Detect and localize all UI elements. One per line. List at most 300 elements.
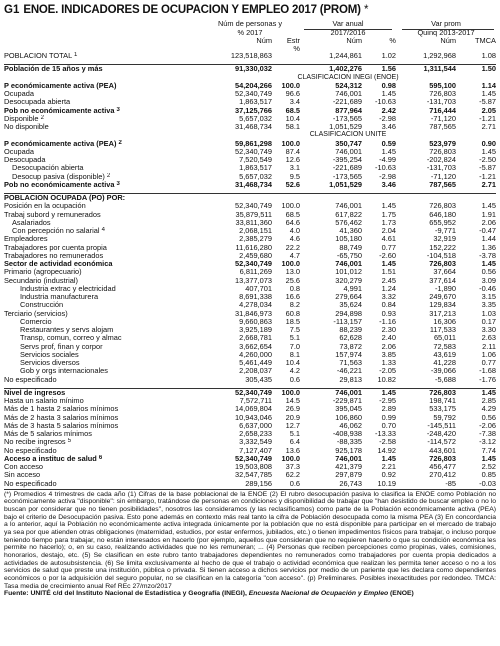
table-row [4, 115, 496, 123]
header-group-var-prom-sub: Quinq 2013-2017 [417, 27, 475, 37]
cell-value: 421,379 [335, 463, 362, 471]
cell-value: 3.09 [481, 276, 496, 285]
cell-value: 746,001 [335, 454, 362, 463]
section-header: CLASIFICACION INEGI (ENOE) [297, 73, 399, 81]
cell-value: 320,279 [335, 276, 362, 285]
cell-value: 12.7 [285, 421, 300, 430]
header-num-var-anual: Núm [346, 36, 362, 46]
row-label [4, 301, 200, 309]
header-estr: Estr [286, 36, 300, 46]
header-group-var-prom: Var prom [431, 19, 461, 28]
row-label [4, 438, 200, 446]
cell-value: -1.68 [479, 367, 496, 376]
row-label-text: Primario (agropecuario) [4, 268, 82, 277]
cell-value: 7,127,407 [239, 446, 272, 455]
cell-value: 62.2 [285, 471, 300, 480]
cell-value: 35,624 [339, 301, 362, 310]
title-text: ENOE. INDICADORES DE OCUPACION Y EMPLEO 2017 (PROM) [23, 4, 361, 16]
header-group-2017: Núm de personas y [217, 19, 283, 28]
cell-value: 726,803 [396, 388, 456, 397]
cell-value: 289,156 [245, 479, 272, 488]
cell-value: 26.9 [285, 405, 300, 414]
source-text: UNITÉ c/d del Instituto Nacional de Estadística y Geografía (INEGI), [30, 590, 247, 598]
cell-value: -13.33 [375, 430, 396, 438]
cell-value: 88,749 [339, 243, 362, 252]
row-label-text: Asalariados [12, 218, 51, 227]
row-label-text: Ocupada [4, 147, 34, 156]
row-label [4, 367, 200, 375]
cell-value: 32,919 [433, 235, 456, 244]
cell-value: 1.50 [456, 65, 496, 74]
row-label [4, 430, 200, 438]
cell-value: 595,100 [429, 81, 456, 90]
cell-value: 317,213 [429, 309, 456, 318]
table-row [4, 455, 496, 463]
cell-value: -104,518 [426, 251, 456, 260]
table-row [4, 285, 496, 293]
row-label-text: No especificado [4, 375, 57, 384]
table-header [4, 20, 496, 52]
cell-value: 270,412 [429, 471, 456, 480]
cell-value: 0.77 [381, 243, 396, 252]
cell-value: 1,402,276 [300, 65, 362, 74]
cell-value: 279,664 [335, 293, 362, 301]
cell-value: 377,614 [429, 276, 456, 285]
indicators-table [4, 52, 496, 488]
cell-value: -2.98 [379, 114, 396, 123]
table-row [4, 65, 496, 74]
cell-value: 65,011 [433, 334, 456, 343]
row-label [4, 343, 200, 351]
cell-value: 1.45 [481, 202, 496, 211]
row-label-text: Más de 5 salarios mínimos [4, 430, 92, 438]
row-label [4, 260, 200, 268]
row-label [4, 318, 200, 326]
cell-value: -1.21 [479, 172, 496, 181]
cell-value: 877,964 [335, 106, 362, 115]
cell-value: -10.63 [375, 164, 396, 173]
cell-value: 100.0 [281, 454, 300, 463]
cell-value: -0.47 [479, 227, 496, 235]
cell-value: -2.06 [479, 421, 496, 430]
header-num-var-prom: Núm [440, 36, 456, 46]
row-label-text: Servs prof, finan y corpor [20, 342, 103, 351]
row-label [4, 98, 200, 106]
table-row [4, 414, 496, 422]
table-row [4, 260, 496, 268]
cell-value: 100.0 [281, 202, 300, 211]
cell-value: 1.33 [381, 359, 396, 367]
cell-value: -395,254 [332, 156, 362, 164]
cell-value: 2.40 [381, 334, 396, 343]
cell-value: 0.6 [289, 479, 300, 488]
cell-value: 523,979 [429, 139, 456, 148]
cell-value: 10,943,046 [235, 413, 272, 422]
row-label-text: Disponible [4, 114, 39, 123]
cell-value: 746,001 [300, 388, 362, 397]
cell-value: -1.21 [479, 114, 496, 123]
cell-value: 1.56 [362, 65, 396, 74]
cell-value: 350,747 [335, 139, 362, 148]
cell-value: 8.2 [289, 301, 300, 310]
row-label [4, 285, 200, 293]
row-label-text: Ocupada [4, 90, 34, 98]
document-page [4, 3, 496, 598]
table-row [4, 252, 496, 260]
row-label [4, 334, 200, 342]
row-label-text: Con acceso [4, 463, 44, 471]
table-row [4, 219, 496, 227]
cell-value: 3.46 [381, 123, 396, 131]
cell-value: 2.45 [381, 276, 396, 285]
cell-value: 5,657,032 [239, 114, 272, 123]
row-label-text: Hasta un salario mínimo [4, 397, 84, 405]
cell-value: 41,360 [339, 227, 362, 235]
table-row [4, 235, 496, 243]
cell-value: 2,208,037 [239, 367, 272, 376]
cell-value: -2.98 [379, 172, 396, 181]
row-label-text: Servicios diversos [20, 359, 80, 367]
cell-value: 37,125,766 [235, 106, 272, 115]
cell-value: 746,001 [335, 202, 362, 211]
cell-value: 1.24 [381, 284, 396, 293]
cell-value: 6,637,000 [239, 421, 272, 430]
cell-value: 13.6 [285, 446, 300, 455]
row-label-text: Más de 3 hasta 5 salarios mínimos [4, 421, 119, 430]
row-label-text: POBLACION TOTAL [4, 52, 72, 60]
cell-value: 91,330,032 [200, 65, 272, 74]
table-row [4, 463, 496, 471]
cell-value: 395,045 [335, 405, 362, 414]
row-label-text: Transp, comun, correo y almac [20, 334, 122, 343]
cell-value: 1.45 [456, 388, 496, 397]
cell-value: 73,872 [339, 342, 362, 351]
cell-value: 3.32 [381, 293, 396, 301]
cell-value: -221,689 [332, 98, 362, 107]
cell-value: 407,701 [245, 284, 272, 293]
cell-value: 4,991 [343, 284, 362, 293]
table-row [4, 447, 496, 455]
row-label-text: P económicamente activa (PEA) [4, 139, 117, 148]
row-label [4, 107, 200, 115]
cell-value: 12.6 [285, 156, 300, 164]
cell-value: -3.78 [479, 251, 496, 260]
row-label-text: Población de 15 años y más [4, 64, 103, 74]
row-label-text: Más de 1 hasta 2 salarios mínimos [4, 405, 119, 414]
row-label [4, 293, 200, 301]
cell-value: -113,157 [333, 317, 362, 326]
cell-value: 746,001 [335, 260, 362, 268]
row-label-text: Trabaj subord y remunerados [4, 210, 101, 219]
header-num-2017: Núm [256, 36, 272, 46]
cell-value: 2.06 [481, 218, 496, 227]
cell-value: 0.8 [289, 284, 300, 293]
row-label [4, 471, 200, 479]
cell-value: 33,811,360 [235, 218, 272, 227]
cell-value: 7,572,711 [239, 397, 272, 405]
cell-value: 43,619 [433, 350, 456, 359]
cell-value: -5.87 [479, 164, 496, 173]
table-row [4, 98, 496, 106]
cell-value: -71,120 [430, 172, 456, 181]
cell-value: 62,628 [339, 334, 362, 343]
cell-value: 1,051,529 [329, 180, 362, 189]
cell-value: 1.91 [481, 210, 496, 219]
row-label [4, 244, 200, 252]
row-label [4, 90, 200, 98]
cell-value: 1.36 [481, 243, 496, 252]
cell-value: 14.92 [377, 446, 396, 455]
cell-value: 294,898 [335, 309, 362, 318]
cell-value: 64.6 [285, 218, 300, 227]
row-label [4, 194, 200, 203]
cell-value: 101,012 [335, 268, 362, 277]
cell-value: 0.77 [481, 359, 496, 367]
cell-value: 2.21 [381, 463, 396, 471]
cell-value: 9.5 [289, 172, 300, 181]
table-row [4, 326, 496, 334]
header-group-var-anual: Var anual [332, 19, 364, 28]
cell-value: 533,175 [429, 405, 456, 414]
row-label-text: Nivel de ingresos [4, 388, 66, 397]
table-row [4, 376, 496, 384]
cell-value: -5.87 [479, 98, 496, 107]
section-header: CLASIFICACION UNITÉ [309, 131, 387, 139]
cell-value: 18.5 [285, 317, 300, 326]
cell-value: 7,520,549 [239, 156, 272, 164]
cell-value: 6.4 [289, 438, 300, 447]
cell-value: 1,311,544 [396, 65, 456, 74]
cell-value: 726,803 [429, 454, 456, 463]
cell-value: 59,861,298 [235, 139, 272, 148]
cell-value: -221,689 [332, 164, 362, 173]
cell-value: 10.4 [285, 114, 300, 123]
cell-value: 1.45 [481, 454, 496, 463]
cell-value [300, 194, 362, 203]
cell-value: 1.03 [481, 309, 496, 318]
row-label-text: Terciario (servicios) [4, 309, 68, 318]
cell-value [272, 65, 300, 74]
cell-value: 4.61 [381, 235, 396, 244]
row-label-text: Servicios sociales [20, 350, 79, 359]
cell-value: -46,221 [336, 367, 362, 376]
cell-value: -173,565 [332, 114, 362, 123]
cell-value: 96.6 [285, 90, 300, 98]
row-label [4, 268, 200, 276]
cell-value: 11,616,280 [235, 243, 272, 252]
cell-value: 1.45 [381, 147, 396, 156]
cell-value: -114,572 [427, 438, 456, 447]
cell-value: 100.0 [272, 388, 300, 397]
cell-value: 3.85 [381, 350, 396, 359]
source-line [4, 590, 496, 598]
cell-value: 54,204,266 [235, 81, 272, 90]
cell-value: -0.46 [479, 284, 496, 293]
row-label-text: Más de 2 hasta 3 salarios mínimos [4, 413, 119, 422]
cell-value: 1.45 [381, 90, 396, 98]
table-row [4, 388, 496, 397]
row-label-text: No disponible [4, 123, 49, 131]
cell-value: -248,420 [426, 430, 456, 438]
cell-value: 297,879 [335, 471, 362, 480]
cell-value: 8,691,338 [239, 293, 272, 301]
row-label-text: Sin acceso [4, 471, 41, 480]
cell-value: 58.1 [285, 123, 300, 131]
cell-value: -173,565 [332, 172, 362, 181]
row-label-text: Desocupada abierta [4, 98, 71, 107]
cell-value: 2,068,151 [239, 227, 272, 235]
cell-value: 524,312 [335, 81, 362, 90]
cell-value: 1.45 [481, 147, 496, 156]
document-title [4, 3, 496, 20]
cell-value: 26,743 [339, 479, 362, 488]
row-label [4, 351, 200, 359]
row-label [4, 480, 200, 488]
cell-value: 716,444 [429, 106, 456, 115]
table-row [4, 301, 496, 309]
cell-value: 2,658,233 [239, 430, 272, 438]
row-label-text: Secundario (industrial) [4, 276, 78, 285]
cell-value [200, 194, 272, 203]
table-row [4, 82, 496, 90]
cell-value: 4.29 [481, 405, 496, 414]
cell-value: 31,846,973 [235, 309, 272, 318]
row-label-text: No especificado [4, 446, 57, 455]
cell-value: 0.17 [481, 317, 496, 326]
cell-value: -0.03 [479, 479, 496, 488]
cell-value: 16,306 [433, 317, 456, 326]
row-label [4, 65, 200, 74]
cell-value: 2.11 [482, 342, 496, 351]
cell-value: 100.0 [281, 139, 300, 148]
row-label [4, 181, 200, 189]
cell-value: 1.73 [381, 218, 396, 227]
cell-value: -1.76 [479, 375, 496, 384]
cell-value: 1.75 [381, 210, 396, 219]
cell-value: 41,228 [433, 359, 456, 367]
cell-value: 31,468,734 [235, 123, 272, 131]
footnote-marker: 2 [118, 139, 122, 146]
footnote-marker: 2 [106, 172, 111, 179]
cell-value: -1,890 [435, 284, 456, 293]
footnote-marker: 5 [67, 438, 72, 445]
cell-value: 46,062 [339, 421, 362, 430]
cell-value: 100.0 [281, 260, 300, 268]
cell-value: 10.19 [377, 479, 396, 488]
cell-value: 1.45 [381, 260, 396, 268]
table-row [4, 405, 496, 413]
cell-value: 2.06 [381, 342, 396, 351]
cell-value: 19,503,808 [235, 463, 272, 471]
table-row [4, 397, 496, 405]
table-row [4, 268, 496, 276]
table-row [4, 164, 496, 172]
row-label-text: Gob y orgs internacionales [20, 367, 108, 376]
footnote-marker: 4 [101, 227, 105, 233]
cell-value: 1,244,861 [329, 52, 362, 60]
header-tmca: TMCA [475, 36, 496, 46]
table-row [4, 343, 496, 351]
row-label [4, 463, 200, 471]
cell-value: 787,565 [429, 123, 456, 131]
cell-value: 726,803 [429, 260, 456, 268]
row-label-text: POBLACION OCUPADA (PO) POR: [4, 193, 126, 202]
cell-value: 4,260,000 [239, 350, 272, 359]
cell-value: 0.99 [381, 413, 396, 422]
table-row [4, 227, 496, 235]
cell-value: 100.0 [281, 81, 300, 90]
cell-value: 2.71 [481, 123, 496, 131]
cell-value: 1.45 [481, 260, 496, 268]
row-label-text: Industria extrac y electricidad [20, 284, 116, 293]
cell-value: 32,547,785 [235, 471, 272, 480]
cell-value: 0.56 [481, 413, 496, 422]
cell-value: 105,180 [335, 235, 362, 244]
header-estr-pct: % [293, 44, 300, 53]
cell-value: 29,813 [339, 375, 362, 384]
cell-value: 925,178 [335, 446, 362, 455]
cell-value: 2.05 [481, 106, 496, 115]
cell-value [362, 194, 396, 203]
cell-value: 1,051,529 [329, 123, 362, 131]
source-survey-name: Encuesta Nacional de Ocupación y Empleo [248, 590, 389, 598]
row-label-text: Acceso a instituc de salud [4, 454, 97, 463]
cell-value: 0.84 [381, 301, 396, 310]
cell-value: 35,879,511 [235, 210, 272, 219]
cell-value: -4.99 [379, 156, 396, 164]
cell-value: -9,771 [435, 227, 456, 235]
header-group-var-anual-sub: 2017/2016 [330, 27, 366, 37]
table-row [4, 90, 496, 98]
row-label [4, 326, 200, 334]
row-label-text: No recibe ingresos [4, 438, 66, 447]
section-header-row [4, 131, 496, 139]
title-asterisk: * [363, 4, 369, 16]
cell-value: 3,662,654 [239, 342, 272, 351]
cell-value: 59,792 [433, 413, 456, 422]
source-end: (ENOE) [390, 590, 414, 598]
cell-value: 456,477 [429, 463, 456, 471]
table-row [4, 422, 496, 430]
cell-value: 746,001 [335, 90, 362, 98]
cell-value: -5,688 [435, 375, 456, 384]
table-row [4, 202, 496, 210]
source-label: Fuente: [4, 590, 29, 598]
table-row [4, 277, 496, 285]
cell-value: 3.1 [289, 164, 300, 173]
cell-value: 2,385,279 [239, 235, 272, 244]
row-label [4, 227, 200, 235]
cell-value: 0.59 [381, 139, 396, 148]
row-label [4, 414, 200, 422]
table-row [4, 148, 496, 156]
row-label-text: Trabajadores por cuenta propia [4, 243, 107, 252]
table-row [4, 107, 496, 115]
cell-value: 37.3 [285, 463, 300, 471]
cell-value: 0.98 [381, 81, 396, 90]
row-label-text: Restaurantes y servs alojam [20, 326, 114, 334]
cell-value: 0.6 [289, 375, 300, 384]
cell-value: 2.89 [381, 405, 396, 414]
table-row [4, 359, 496, 367]
cell-value: 8.1 [289, 350, 300, 359]
cell-value: 117,533 [429, 326, 456, 334]
cell-value: 443,601 [429, 446, 456, 455]
cell-value: 52,340,749 [235, 454, 272, 463]
cell-value [272, 194, 300, 203]
cell-value: 1.51 [381, 268, 396, 277]
cell-value: 68.5 [285, 210, 300, 219]
